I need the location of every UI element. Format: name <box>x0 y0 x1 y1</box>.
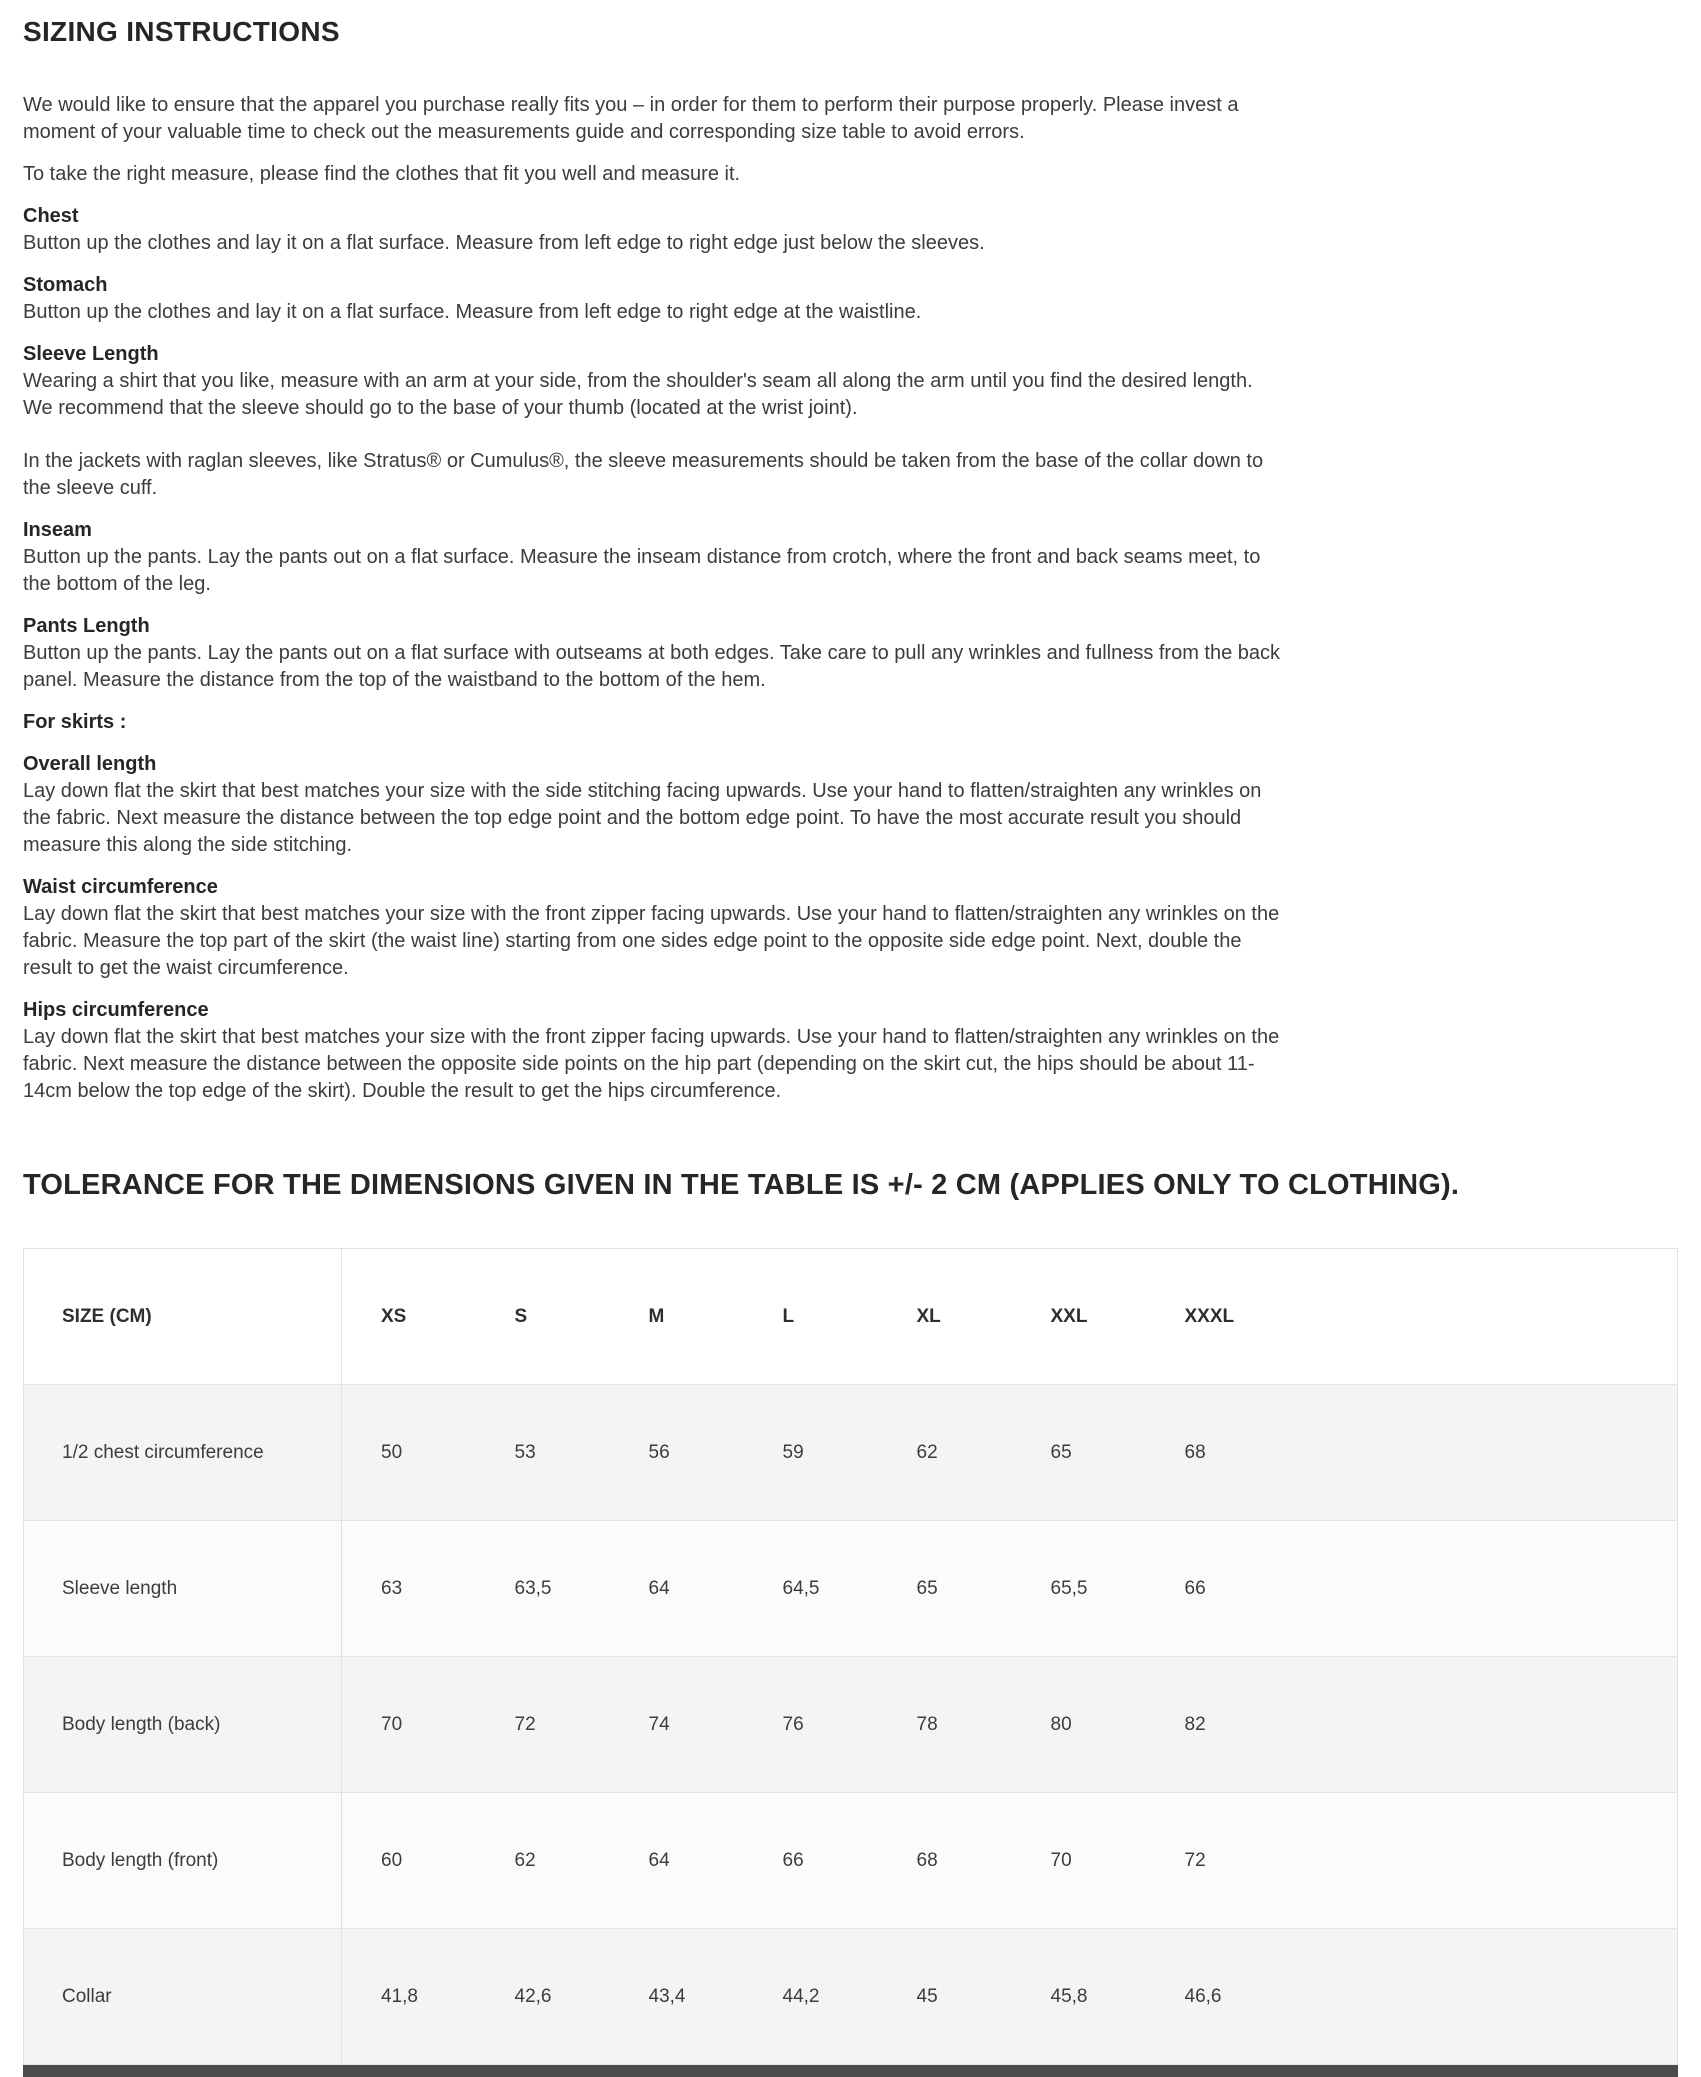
table-row-chest-circumference <box>24 1385 1678 1521</box>
size-table-header-xl: XL <box>916 1305 941 1327</box>
size-value-cell: 65 <box>1050 1441 1072 1463</box>
section-body-waist-circumference: Lay down flat the skirt that best matches your size with the front zipper facing upwards. Use your hand to flatten/straighten any wrinkles on the fabric. Measure the top part of the skirt (the waist line) starting from one sides edge point to the opposite side edge point. Next, double the result to get the waist circumference. <box>23 903 1280 979</box>
size-value-cell: 44,2 <box>782 1985 820 2007</box>
instructions-text-column <box>23 92 1285 1105</box>
size-value-cell: 63,5 <box>514 1577 552 1599</box>
size-value-cell: 41,8 <box>381 1985 418 2007</box>
size-value-cell: 62 <box>916 1441 938 1463</box>
size-table-header-size-cm: SIZE (CM) <box>24 1249 342 1385</box>
section-body-sleeve-length-raglan-note: In the jackets with raglan sleeves, like Stratus® or Cumulus®, the sleeve measurements should be taken from the base of the collar down to the sleeve cuff. <box>23 450 1264 499</box>
size-table-header-xxxl: XXXL <box>1184 1305 1235 1327</box>
section-heading-waist-circumference: Waist circumference <box>23 876 218 898</box>
section-waist-circumference <box>23 874 1285 982</box>
cutoff-dark-divider <box>23 2065 1678 2077</box>
size-value-cell: 59 <box>782 1441 804 1463</box>
size-table-header-xxl: XXL <box>1050 1305 1088 1327</box>
size-table <box>23 1248 1678 2065</box>
size-value-cell: 45,8 <box>1050 1985 1088 2007</box>
section-overall-length <box>23 751 1285 859</box>
size-value-cell: 53 <box>514 1441 536 1463</box>
section-heading-pants-length: Pants Length <box>23 615 150 637</box>
size-value-cell: 62 <box>514 1849 536 1871</box>
size-table-header-s: S <box>514 1305 528 1327</box>
size-table-header-row <box>24 1249 1678 1385</box>
section-heading-stomach: Stomach <box>23 274 108 296</box>
section-chest <box>23 203 1285 257</box>
size-value-cell: 80 <box>1050 1713 1072 1735</box>
section-inseam <box>23 517 1285 598</box>
section-body-chest: Button up the clothes and lay it on a flat surface. Measure from left edge to right edge just below the sleeves. <box>23 232 985 254</box>
size-value-cell: 63 <box>381 1577 403 1599</box>
section-heading-chest: Chest <box>23 205 79 227</box>
section-body-inseam: Button up the pants. Lay the pants out on a flat surface. Measure the inseam distance from crotch, where the front and back seams meet, to the bottom of the leg. <box>23 546 1261 595</box>
section-heading-sleeve-length: Sleeve Length <box>23 343 159 365</box>
size-value-cell: 65,5 <box>1050 1577 1088 1599</box>
size-value-cell: 50 <box>381 1441 403 1463</box>
size-value-cell: 64 <box>648 1577 670 1599</box>
size-value-cell: 60 <box>381 1849 403 1871</box>
section-hips-circumference <box>23 997 1285 1105</box>
table-row-sleeve-length <box>24 1521 1678 1657</box>
size-value-cell: 76 <box>782 1713 804 1735</box>
row-label: Sleeve length <box>24 1521 342 1657</box>
row-label: Body length (back) <box>24 1657 342 1793</box>
section-heading-overall-length: Overall length <box>23 753 157 775</box>
section-body-hips-circumference: Lay down flat the skirt that best matches your size with the front zipper facing upwards. Use your hand to flatten/straighten any wrinkles on the fabric. Next measure the distance between the opposite side points on the hip part (depending on the skirt cut, the hips should be about 11-14cm below the top edge of the skirt). Double the result to get the hips circumference. <box>23 1026 1280 1102</box>
row-label: Body length (front) <box>24 1793 342 1929</box>
size-value-cell: 72 <box>1184 1849 1206 1871</box>
section-heading-for-skirts: For skirts : <box>23 711 127 733</box>
section-body-pants-length: Button up the pants. Lay the pants out on a flat surface with outseams at both edges. Take care to pull any wrinkles and fullness from the back panel. Measure the distance from the top of the waistband to the bottom of the hem. <box>23 642 1281 691</box>
size-value-cell: 46,6 <box>1184 1985 1222 2007</box>
size-value-cell: 65 <box>916 1577 938 1599</box>
row-label: 1/2 chest circumference <box>24 1385 342 1521</box>
section-body-stomach: Button up the clothes and lay it on a flat surface. Measure from left edge to right edge at the waistline. <box>23 301 922 323</box>
size-value-cell: 70 <box>381 1713 403 1735</box>
size-value-cell: 72 <box>514 1713 536 1735</box>
size-table-header-m: M <box>648 1305 665 1327</box>
section-body-overall-length: Lay down flat the skirt that best matches your size with the side stitching facing upwards. Use your hand to flatten/straighten any wrinkles on the fabric. Next measure the distance between the top edge point and the bottom edge point. To have the most accurate result you should measure this along the side stitching. <box>23 780 1262 856</box>
section-pants-length <box>23 613 1285 694</box>
size-value-cell: 42,6 <box>514 1985 552 2007</box>
size-value-cell: 45 <box>916 1985 938 2007</box>
size-value-cell: 70 <box>1050 1849 1072 1871</box>
size-value-cell: 64 <box>648 1849 670 1871</box>
size-value-cell: 68 <box>1184 1441 1206 1463</box>
row-label: Collar <box>24 1929 342 2065</box>
size-value-cell: 64,5 <box>782 1577 820 1599</box>
size-value-cell: 74 <box>648 1713 670 1735</box>
size-value-cell: 78 <box>916 1713 938 1735</box>
section-body-sleeve-length: Wearing a shirt that you like, measure with an arm at your side, from the shoulder's seam all along the arm until you find the desired length. We recommend that the sleeve should go to the base of your thumb (located at the wrist joint). <box>23 370 1253 419</box>
size-value-cell: 66 <box>1184 1577 1206 1599</box>
size-value-cell: 82 <box>1184 1713 1206 1735</box>
table-row-collar <box>24 1929 1678 2065</box>
intro-paragraph-2: To take the right measure, please find the clothes that fit you well and measure it. <box>23 163 741 185</box>
size-value-cell: 68 <box>916 1849 938 1871</box>
size-table-header-xs: XS <box>381 1305 407 1327</box>
table-row-body-length-back <box>24 1657 1678 1793</box>
section-for-skirts <box>23 709 1285 736</box>
section-heading-inseam: Inseam <box>23 519 92 541</box>
size-value-cell: 56 <box>648 1441 670 1463</box>
table-row-body-length-front <box>24 1793 1678 1929</box>
section-heading-hips-circumference: Hips circumference <box>23 999 209 1021</box>
size-value-cell: 43,4 <box>648 1985 686 2007</box>
tolerance-heading: TOLERANCE FOR THE DIMENSIONS GIVEN IN THE TABLE IS +/- 2 CM (APPLIES ONLY TO CLOTHING). <box>23 1169 1460 1201</box>
section-stomach <box>23 272 1285 326</box>
intro-paragraph-1: We would like to ensure that the apparel you purchase really fits you – in order for them to perform their purpose properly. Please invest a moment of your valuable time to check out the measurements guide and corresponding size table to avoid errors. <box>23 94 1239 143</box>
size-value-cell: 66 <box>782 1849 804 1871</box>
page-title: SIZING INSTRUCTIONS <box>23 16 340 47</box>
section-sleeve-length <box>23 341 1285 502</box>
size-table-header-l: L <box>782 1305 795 1327</box>
